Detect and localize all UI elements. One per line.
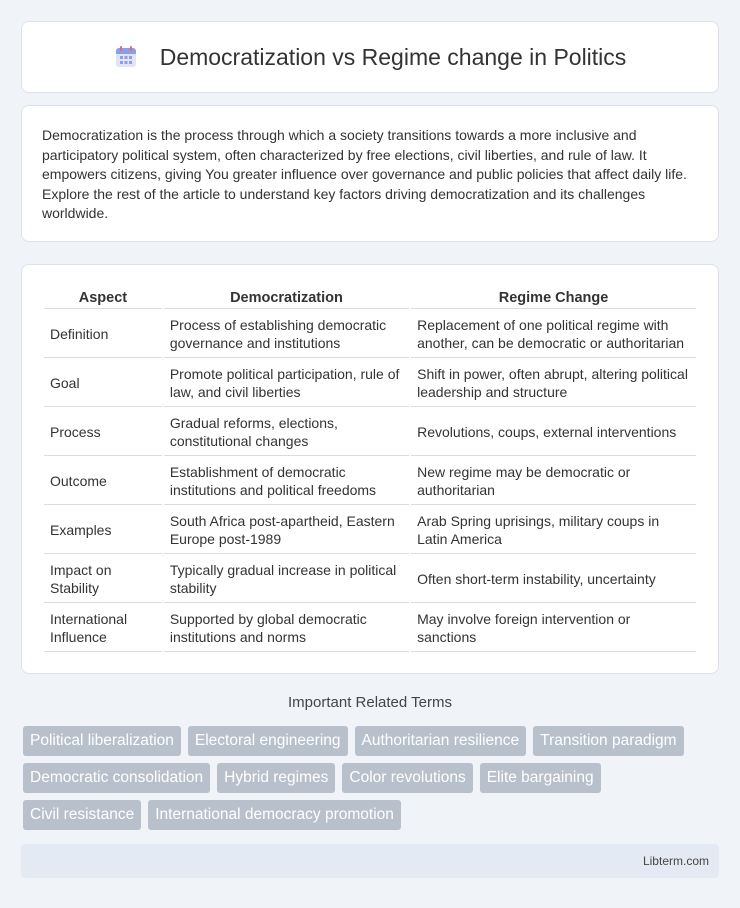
table-row [44,605,696,652]
table-row [44,507,696,554]
cell-aspect: Outcome [44,458,162,505]
related-terms-list [23,726,723,830]
intro-card [21,105,719,242]
title-card [21,21,719,93]
cell-democratization: Promote political participation, rule of law, and civil liberties [164,360,409,407]
page-title: Democratization vs Regime change in Politics [159,43,627,70]
footer [21,844,719,878]
related-term-tag[interactable]: Democratic consolidation [23,763,210,793]
cell-aspect: International Influence [44,605,162,652]
footer-site-link[interactable]: Libterm.com [642,854,709,868]
related-term-tag[interactable]: Civil resistance [23,800,141,830]
cell-regime-change: Shift in power, often abrupt, altering political leadership and structure [411,360,696,407]
cell-regime-change: Arab Spring uprisings, military coups in Latin America [411,507,696,554]
table-header-row [44,287,696,309]
cell-aspect: Impact on Stability [44,556,162,603]
cell-aspect: Process [44,409,162,456]
related-term-tag[interactable]: Color revolutions [342,763,472,793]
cell-regime-change: New regime may be democratic or authoritarian [411,458,696,505]
related-term-tag[interactable]: Electoral engineering [188,726,348,756]
calendar-icon [114,45,138,69]
header-regime-change: Regime Change [411,287,696,309]
cell-regime-change: Often short-term instability, uncertainty [411,556,696,603]
related-term-tag[interactable]: International democracy promotion [148,800,401,830]
related-term-tag[interactable]: Hybrid regimes [217,763,335,793]
title-row [22,22,718,92]
cell-aspect: Examples [44,507,162,554]
comparison-table-card [21,264,719,674]
table-row [44,311,696,358]
cell-democratization: Process of establishing democratic governance and institutions [164,311,409,358]
table-row [44,458,696,505]
header-aspect: Aspect [44,287,162,309]
comparison-table [42,285,698,654]
cell-aspect: Goal [44,360,162,407]
related-terms-title: Important Related Terms [288,694,452,711]
related-term-tag[interactable]: Elite bargaining [480,763,601,793]
cell-regime-change: Replacement of one political regime with another, can be democratic or authoritarian [411,311,696,358]
related-term-tag[interactable]: Authoritarian resilience [355,726,527,756]
table-row [44,556,696,603]
cell-democratization: Gradual reforms, elections, constitutional changes [164,409,409,456]
cell-regime-change: May involve foreign intervention or sanctions [411,605,696,652]
cell-democratization: Typically gradual increase in political stability [164,556,409,603]
related-term-tag[interactable]: Transition paradigm [533,726,683,756]
cell-regime-change: Revolutions, coups, external interventions [411,409,696,456]
intro-paragraph: Democratization is the process through which a society transitions towards a more inclusive and participatory political system, often characterized by free elections, civil liberties, and rule of law. It empowers citizens, giving You greater influence over governance and public policies that affect daily life. Explore the rest of the article to understand key factors driving democratization and its challenges worldwide. [42,127,687,222]
table-row [44,409,696,456]
related-term-tag[interactable]: Political liberalization [23,726,181,756]
cell-democratization: Establishment of democratic institutions and political freedoms [164,458,409,505]
header-democratization: Democratization [164,287,409,309]
cell-democratization: South Africa post-apartheid, Eastern Europe post-1989 [164,507,409,554]
table-row [44,360,696,407]
cell-aspect: Definition [44,311,162,358]
cell-democratization: Supported by global democratic institutions and norms [164,605,409,652]
